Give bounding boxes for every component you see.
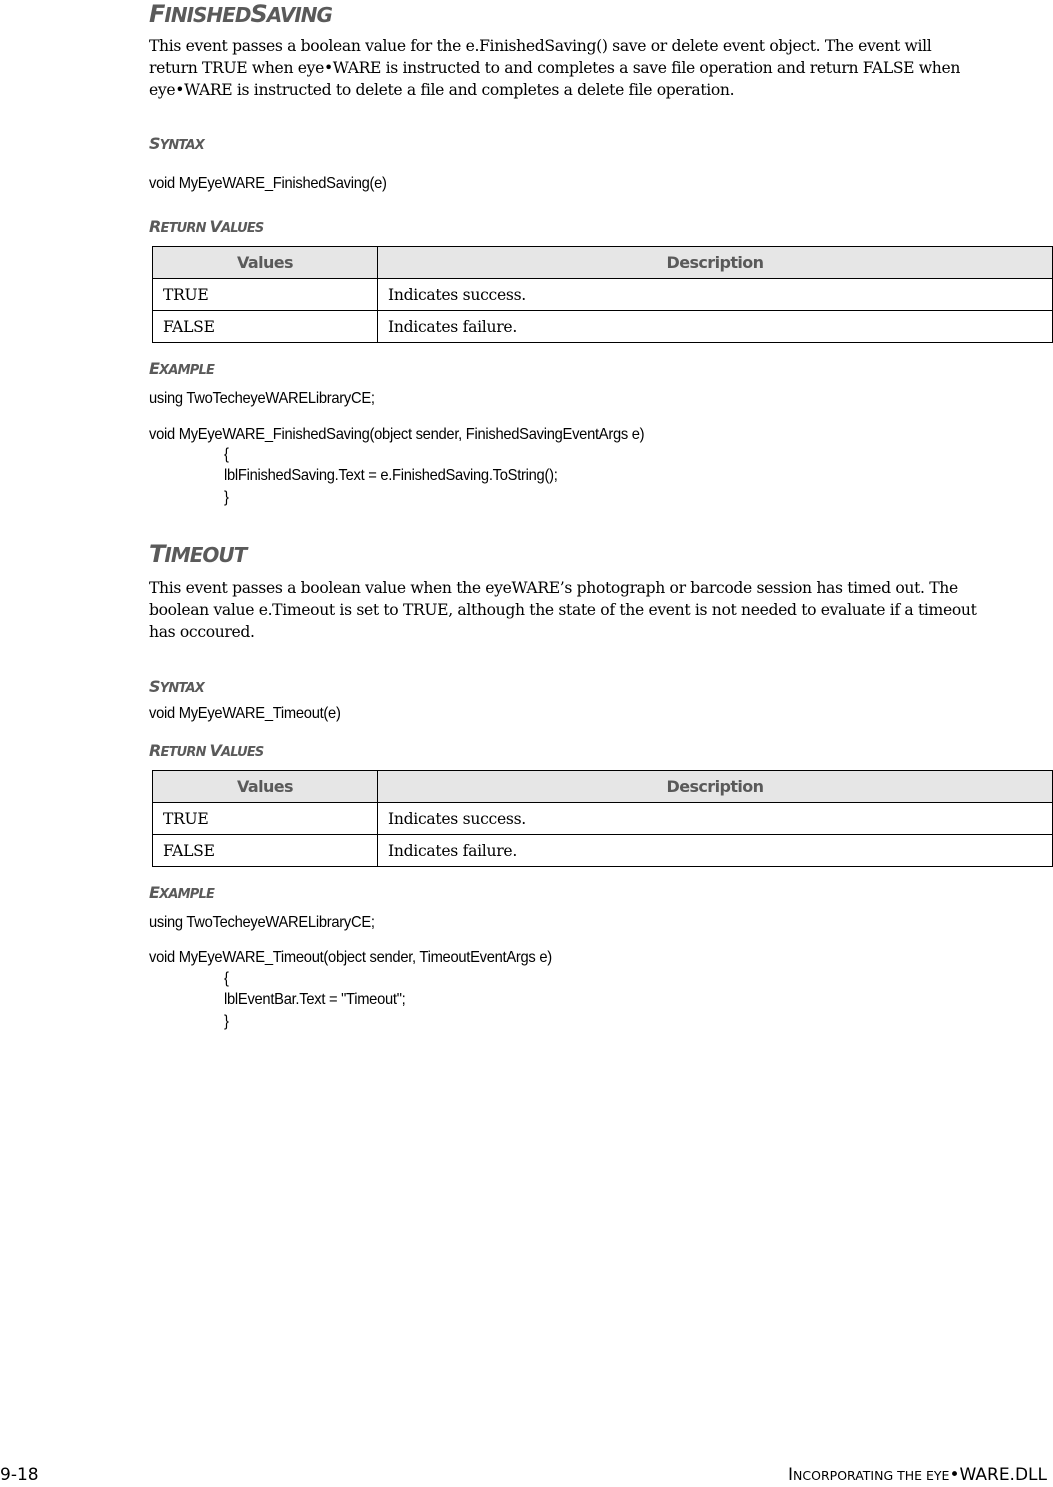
example-open-brace: {: [224, 446, 229, 463]
table-header-description: Description: [378, 247, 1053, 279]
table-header-row: [153, 247, 1053, 279]
table-cell-value: TRUE: [153, 803, 378, 835]
example-close-brace: }: [224, 1013, 229, 1030]
example-open-brace: {: [224, 970, 229, 987]
table-header-values: Values: [153, 771, 378, 803]
table-row: [153, 835, 1053, 867]
table-row: [153, 279, 1053, 311]
footer-chapter-title: INCORPORATING THE EYE•WARE.DLL: [788, 1465, 1047, 1485]
return-values-heading: RETURN VALUES: [149, 217, 264, 236]
table-cell-description: Indicates failure.: [378, 835, 1053, 867]
description-line: This event passes a boolean value for the e.FinishedSaving() save or delete event object. The event will: [149, 37, 932, 55]
example-body: lblEventBar.Text = "Timeout";: [224, 991, 406, 1008]
example-close-brace: }: [224, 489, 229, 506]
description-line: boolean value e.Timeout is set to TRUE, although the state of the event is not needed to evaluate if a timeout: [149, 601, 977, 619]
table-header-description: Description: [378, 771, 1053, 803]
syntax-code: void MyEyeWARE_FinishedSaving(e): [149, 175, 387, 192]
syntax-heading: SYNTAX: [149, 134, 204, 153]
example-body: lblFinishedSaving.Text = e.FinishedSaving.ToString();: [224, 467, 558, 484]
example-heading: EXAMPLE: [149, 359, 215, 378]
section-title-timeout: TIMEOUT: [149, 540, 247, 568]
return-values-table: [152, 246, 1053, 343]
table-row: [153, 311, 1053, 343]
example-signature: void MyEyeWARE_Timeout(object sender, TimeoutEventArgs e): [149, 949, 552, 966]
timeout-description: [149, 577, 1049, 643]
table-header-row: [153, 771, 1053, 803]
example-signature: void MyEyeWARE_FinishedSaving(object sender, FinishedSavingEventArgs e): [149, 426, 645, 443]
description-line: has occoured.: [149, 623, 255, 641]
return-values-table: [152, 770, 1053, 867]
description-line: This event passes a boolean value when the eyeWARE’s photograph or barcode session has timed out. The: [149, 579, 958, 597]
syntax-code: void MyEyeWARE_Timeout(e): [149, 705, 341, 722]
table-cell-value: FALSE: [153, 835, 378, 867]
table-row: [153, 803, 1053, 835]
table-cell-description: Indicates failure.: [378, 311, 1053, 343]
table-cell-value: FALSE: [153, 311, 378, 343]
description-line: return TRUE when eye•WARE is instructed to and completes a save file operation and return FALSE when: [149, 59, 961, 77]
example-using: using TwoTecheyeWARELibraryCE;: [149, 390, 375, 407]
description-line: eye•WARE is instructed to delete a file and completes a delete file operation.: [149, 81, 735, 99]
table-cell-value: TRUE: [153, 279, 378, 311]
table-cell-description: Indicates success.: [378, 279, 1053, 311]
example-using: using TwoTecheyeWARELibraryCE;: [149, 914, 375, 931]
example-heading: EXAMPLE: [149, 883, 215, 902]
return-values-heading: RETURN VALUES: [149, 741, 264, 760]
finishedsaving-description: [149, 35, 1049, 101]
table-header-values: Values: [153, 247, 378, 279]
page-number: 9-18: [0, 1465, 39, 1485]
table-cell-description: Indicates success.: [378, 803, 1053, 835]
section-title-finishedsaving: FINISHEDSAVING: [149, 0, 332, 28]
syntax-heading: SYNTAX: [149, 677, 204, 696]
